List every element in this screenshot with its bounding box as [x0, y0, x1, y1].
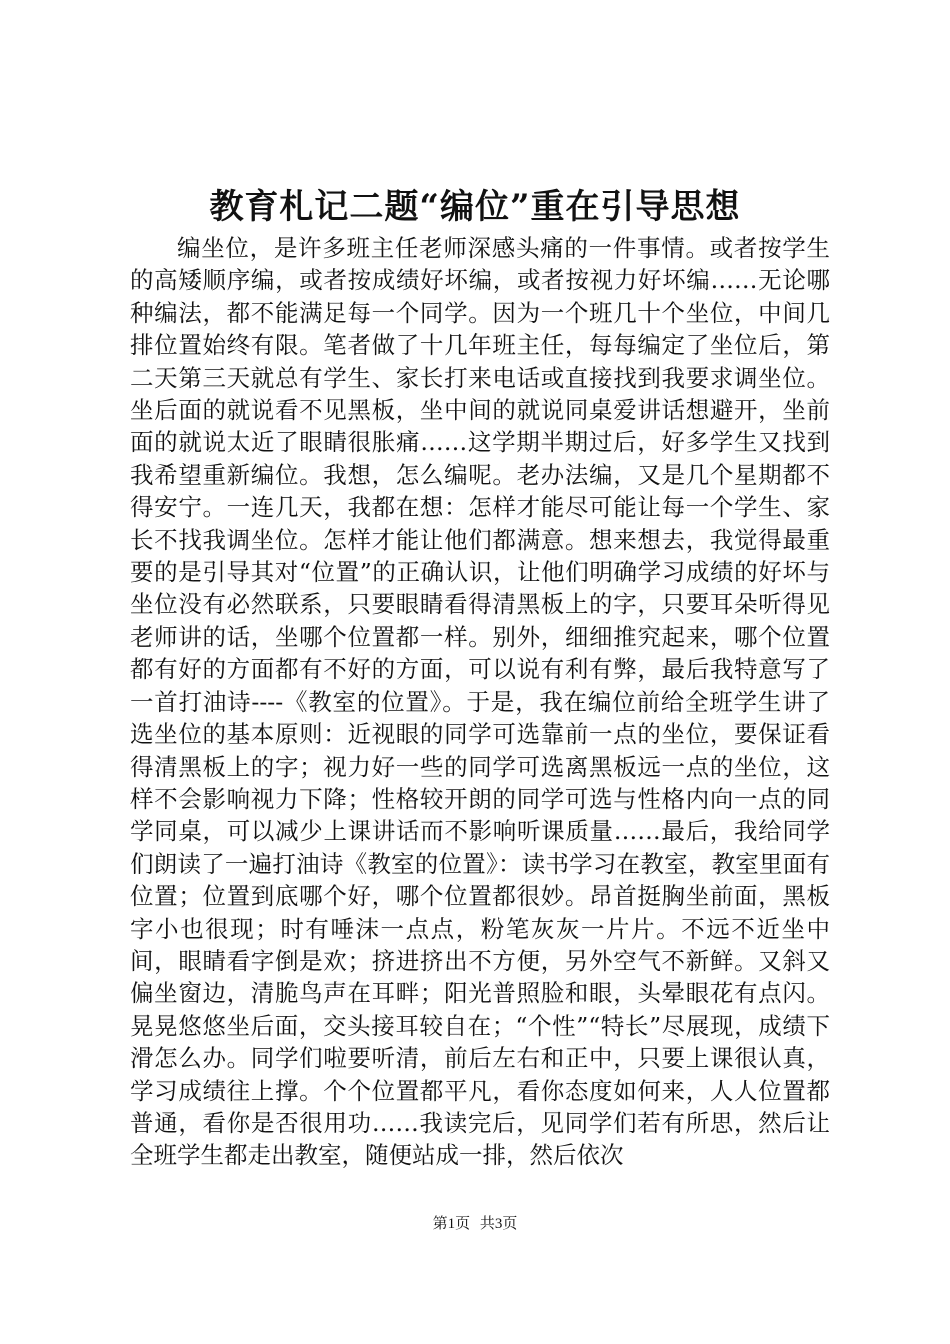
page-number: 第1页	[432, 1216, 471, 1232]
page-total: 共3页	[479, 1216, 518, 1232]
body-paragraph: 编坐位，是许多班主任老师深感头痛的一件事情。或者按学生的高矮顺序编，或者按成绩好坏编，或者按视力好坏编……无论哪种编法，都不能满足每一个同学。因为一个班几十个坐位，中间几排位置始终有限。笔者做了十几年班主任，每每编定了坐位后，第二天第三天就总有学生、家长打来电话或直接找到我要求调坐位。坐后面的就说看不见黑板，坐中间的就说同桌爱讲话想避开，坐前面的就说太近了眼睛很胀痛……这学期半期过后，好多学生又找到我希望重新编位。我想，怎么编呢。老办法编，又是几个星期都不得安宁。一连几天，我都在想：怎样才能尽可能让每一个学生、家长不找我调坐位。怎样才能让他们都满意。想来想去，我觉得最重要的是引导其对“位置”的正确认识，让他们明确学习成绩的好坏与坐位没有必然联系，只要眼睛看得清黑板上的字，只要耳朵听得见老师讲的话，坐哪个位置都一样。别外，细细推究起来，哪个位置都有好的方面都有不好的方面，可以说有利有弊，最后我特意写了一首打油诗----《教室的位置》。于是，我在编位前给全班学生讲了选坐位的基本原则：近视眼的同学可选靠前一点的坐位，要保证看得清黑板上的字；视力好一些的同学可选离黑板远一点的坐位，这样不会影响视力下降；性格较开朗的同学可选与性格内向一点的同学同桌，可以减少上课讲话而不影响听课质量……最后，我给同学们朗读了一遍打油诗《教室的位置》：读书学习在教室，教室里面有位置；位置到底哪个好，哪个位置都很妙。昂首挺胸坐前面，黑板字小也很现；时有唾沫一点点，粉笔灰灰一片片。不远不近坐中间，眼睛看字倒是欢；挤进挤出不方便，另外空气不新鲜。又斜又偏坐窗边，清脆鸟声在耳畔；阳光普照脸和眼，头晕眼花有点闪。晃晃悠悠坐后面，交头接耳较自在；“个性”“特长”尽展现，成绩下滑怎么办。同学们啦要听清，前后左右和正中，只要上课很认真，学习成绩往上撑。个个位置都平凡，看你态度如何来，人人位置都普通，看你是否很用功……我读完后，见同学们若有所思，然后让全班学生都走出教室，随便站成一排，然后依次	[130, 234, 830, 1170]
document-title: 教育札记二题“编位”重在引导思想	[209, 187, 741, 227]
page-footer	[0, 1212, 950, 1236]
